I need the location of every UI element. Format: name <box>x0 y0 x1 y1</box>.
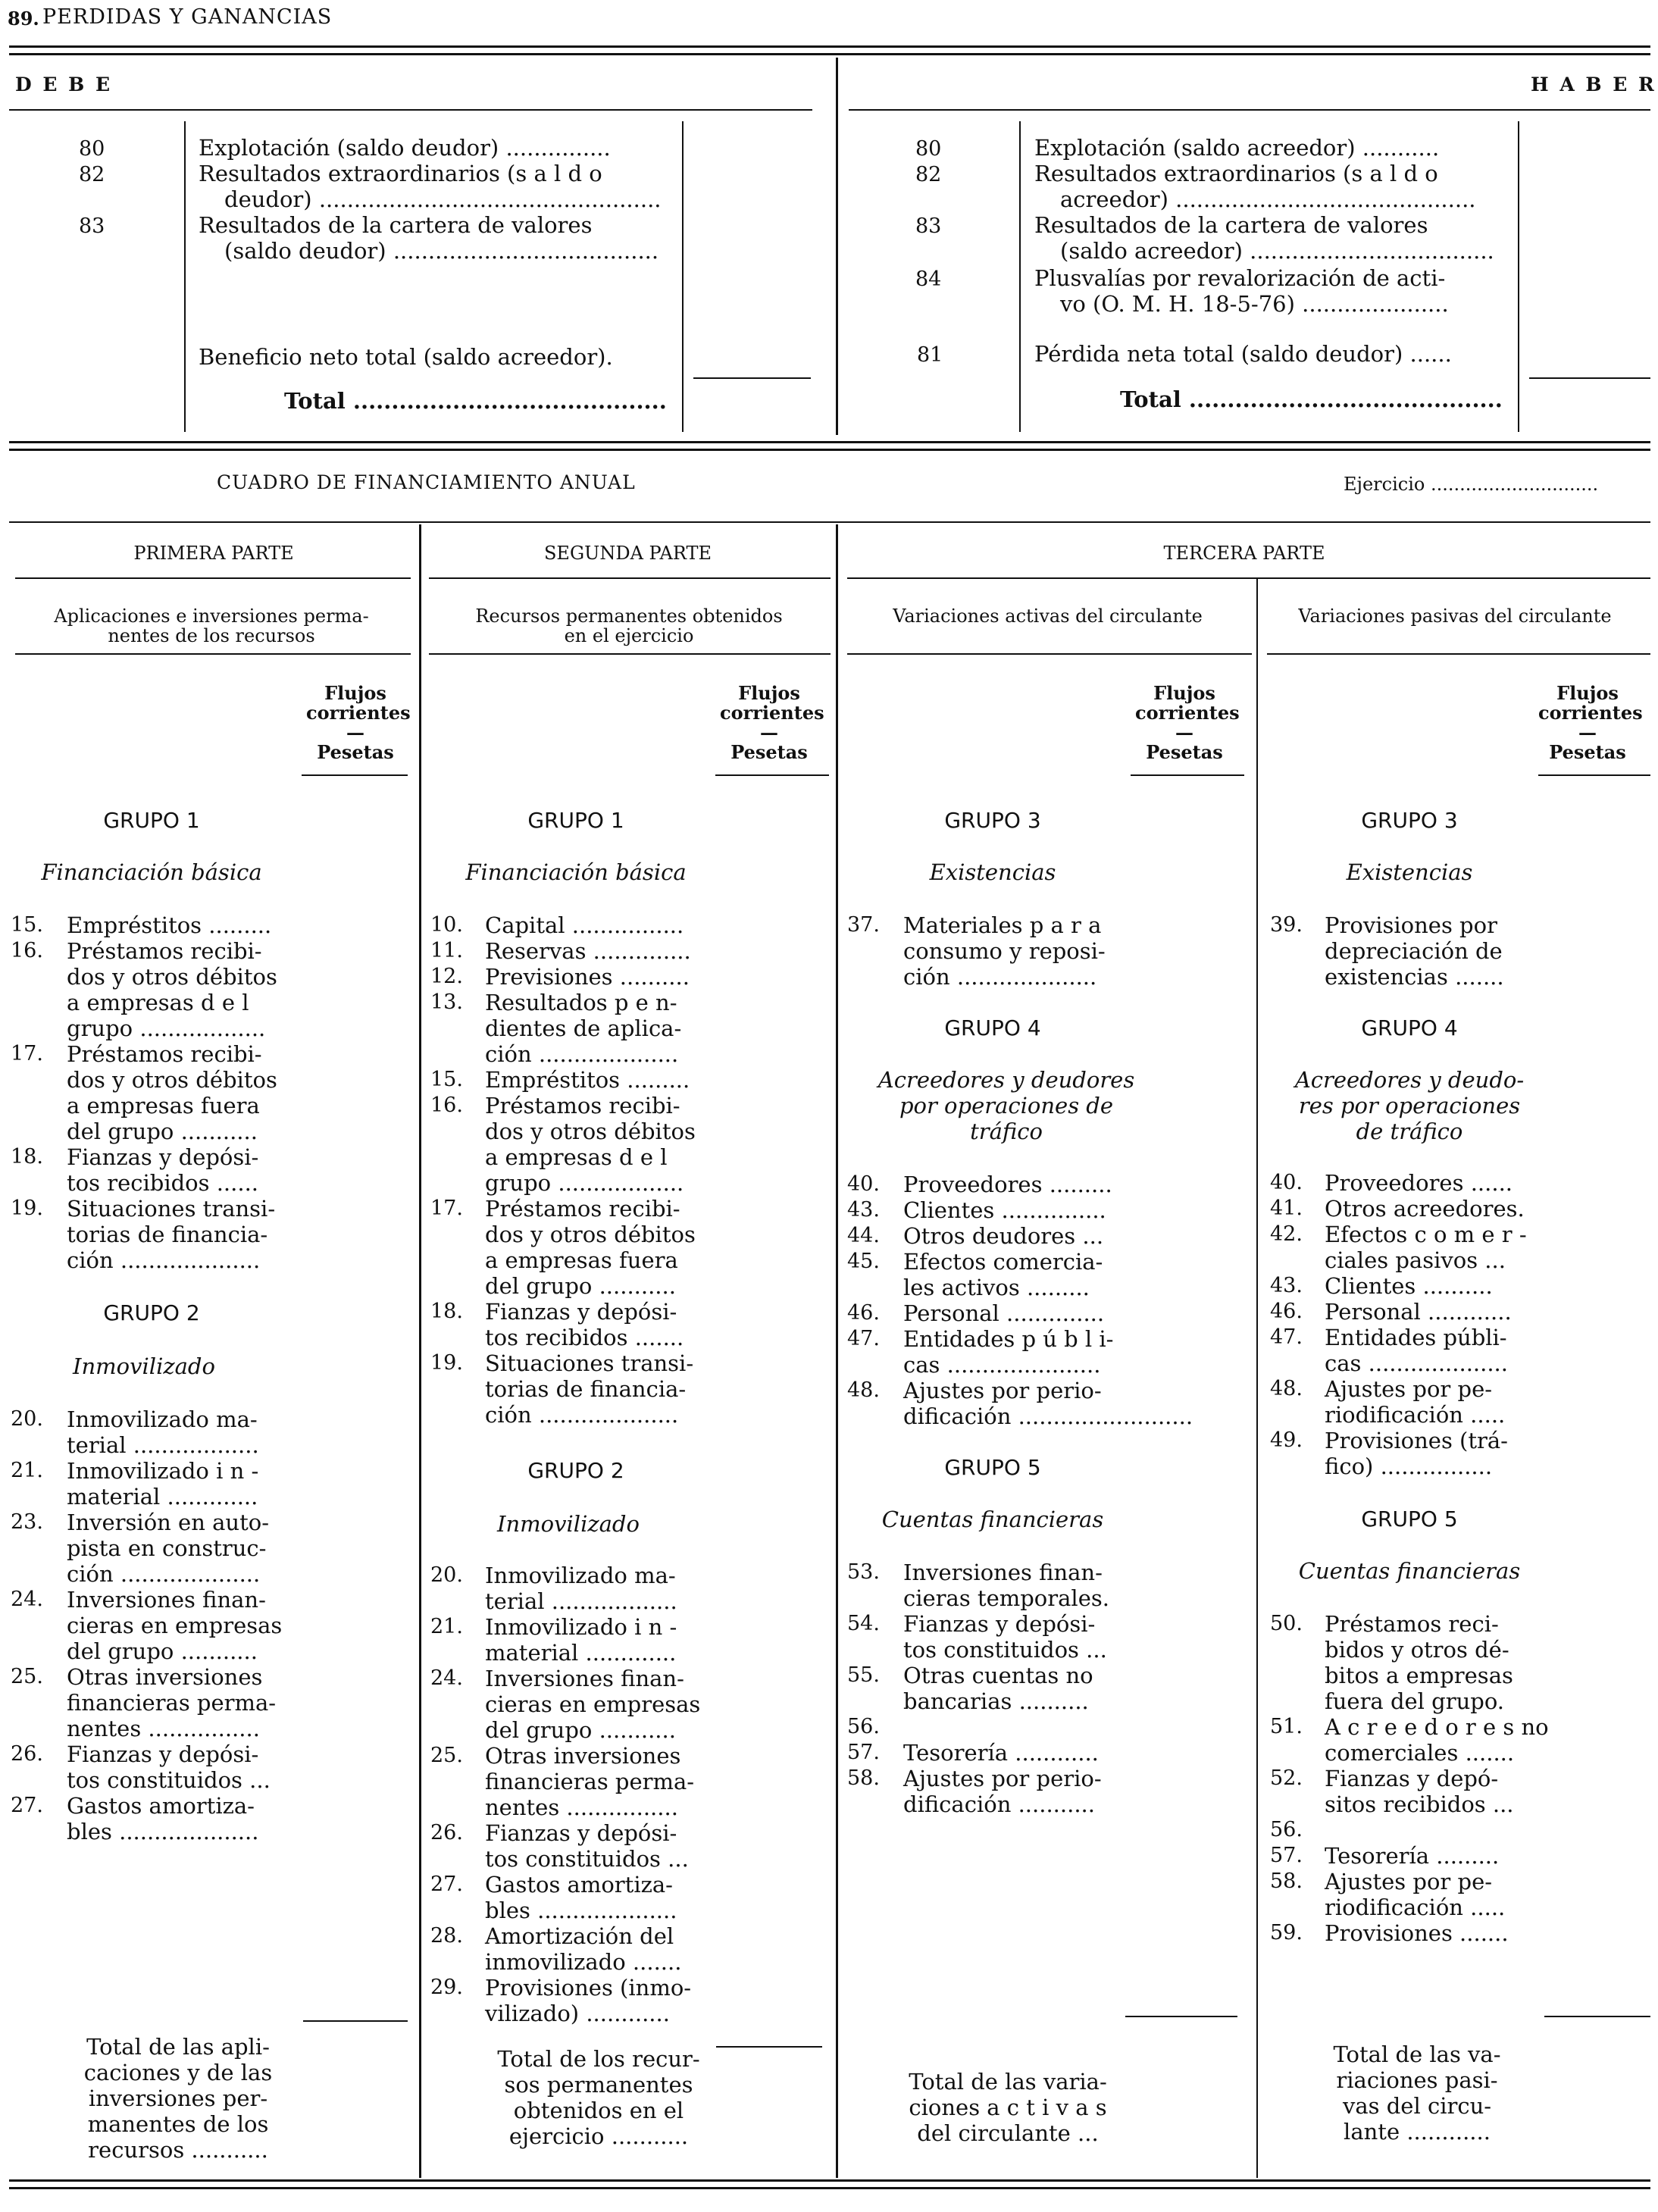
entry-code: 12. <box>430 965 463 988</box>
entry-line: Préstamos recibi- <box>67 938 262 964</box>
entry-code: 18. <box>430 1300 463 1323</box>
entry-line: tos constituidos ... <box>903 1637 1107 1663</box>
total-rule <box>716 2046 822 2048</box>
entry-line: Otras inversiones <box>485 1743 681 1769</box>
group-title: GRUPO 4 <box>944 1015 1041 1040</box>
entry-line: Provisiones (inmo- <box>485 1975 692 2001</box>
group-subtitle: Acreedores y deudores <box>877 1067 1135 1093</box>
entry-line: vilizado) ............ <box>485 2001 670 2026</box>
entry-code: 55. <box>847 1663 880 1687</box>
divider <box>429 653 831 655</box>
entry-code: 10. <box>430 913 463 937</box>
entry-line: Fianzas y depósi- <box>485 1299 677 1325</box>
entry-line: Otras cuentas no <box>903 1663 1093 1688</box>
entry-code: 16. <box>11 939 43 962</box>
total-line: lante ............ <box>1344 2119 1491 2145</box>
account-code: 80 <box>915 137 942 161</box>
entry-code: 11. <box>430 939 463 962</box>
cuadro-title: CUADRO DE FINANCIAMIENTO ANUAL <box>217 471 636 493</box>
entry-code: 46. <box>1270 1300 1303 1323</box>
entry-line: Gastos amortiza- <box>67 1793 255 1819</box>
entry-code: 16. <box>430 1093 463 1117</box>
haber-total-rule <box>1529 377 1650 379</box>
entry-code: 54. <box>847 1612 880 1635</box>
account-code: 83 <box>79 214 105 238</box>
group-subtitle: res por operaciones <box>1298 1093 1521 1119</box>
entry-line: nentes ................ <box>67 1716 260 1741</box>
entry-line: Otras inversiones <box>67 1664 263 1690</box>
divider <box>429 577 831 579</box>
part-heading-1: PRIMERA PARTE <box>133 543 294 564</box>
divider <box>9 2179 1650 2182</box>
entry-code: 27. <box>430 1873 463 1896</box>
entry-line: dientes de aplica- <box>485 1015 682 1041</box>
part-heading-3: TERCERA PARTE <box>1163 543 1325 564</box>
entry-line: Fianzas y depósi- <box>485 1820 677 1846</box>
divider <box>849 109 1650 111</box>
entry-line: dos y otros débitos <box>485 1222 696 1247</box>
entry-line: Inmovilizado ma- <box>67 1406 258 1432</box>
group-subtitle: Acreedores y deudo- <box>1294 1067 1525 1093</box>
flujos-rule <box>302 774 408 776</box>
entry-line: Inversiones finan- <box>903 1560 1103 1585</box>
center-divider <box>836 58 838 435</box>
group-subtitle: Financiación básica <box>465 859 687 885</box>
total-line: inversiones per- <box>88 2085 268 2111</box>
entry-line: Provisiones por <box>1325 912 1497 938</box>
entry-code: 42. <box>1270 1222 1303 1246</box>
entry-line: bancarias .......... <box>903 1688 1089 1714</box>
entry-line: Ajustes por pe- <box>1325 1376 1493 1402</box>
entry-line: tos constituidos ... <box>67 1767 271 1793</box>
entry-line: a empresas d e l <box>67 990 249 1015</box>
divider <box>15 577 411 579</box>
entry-code: 21. <box>11 1459 43 1482</box>
total-line: Total de las va- <box>1333 2041 1501 2067</box>
entry-line: del grupo ........... <box>67 1638 258 1664</box>
total-rule <box>1544 2016 1650 2017</box>
entry-line: dos y otros débitos <box>67 1067 277 1093</box>
account-text: Explotación (saldo acreedor) ........... <box>1034 135 1440 161</box>
entry-code: 24. <box>430 1666 463 1690</box>
group-subtitle: Existencias <box>1346 859 1473 885</box>
entry-line: financieras perma- <box>67 1690 277 1716</box>
group-title: GRUPO 5 <box>944 1455 1041 1480</box>
group-title: GRUPO 1 <box>527 808 624 833</box>
account-code: 82 <box>79 163 105 186</box>
haber-column-rule <box>1019 121 1021 432</box>
account-text: (saldo deudor) ...................................... <box>224 238 659 264</box>
entry-line: inmovilizado ....... <box>485 1949 682 1975</box>
group-subtitle: Existencias <box>929 859 1056 885</box>
haber-total: Total ......................................... <box>1120 386 1503 412</box>
entry-line: Capital ................ <box>485 912 684 938</box>
entry-line: Préstamos recibi- <box>485 1196 680 1222</box>
entry-line: Efectos c o m e r - <box>1325 1222 1527 1247</box>
group-title: GRUPO 1 <box>103 808 200 833</box>
group-title: GRUPO 3 <box>944 808 1041 833</box>
entry-line: grupo .................. <box>485 1170 684 1196</box>
account-text: deudor) ................................................. <box>224 186 662 212</box>
entry-line: Préstamos recibi- <box>67 1041 262 1067</box>
entry-code: 29. <box>430 1976 463 1999</box>
account-text: vo (O. M. H. 18-5-76) ..................... <box>1060 291 1449 317</box>
total-line: caciones y de las <box>83 2060 273 2085</box>
entry-code: 40. <box>1270 1171 1303 1194</box>
entry-line: bitos a empresas <box>1325 1663 1513 1688</box>
entry-line: ción .................... <box>67 1561 261 1587</box>
entry-line: dificación ........... <box>903 1791 1095 1817</box>
entry-line: Tesorería ......... <box>1325 1843 1500 1869</box>
entry-code: 24. <box>11 1588 43 1611</box>
debe-total: Total ......................................... <box>284 388 667 414</box>
column-divider <box>836 524 838 2178</box>
entry-code: 25. <box>11 1665 43 1688</box>
part-heading-2: SEGUNDA PARTE <box>543 543 712 564</box>
entry-code: 49. <box>1270 1428 1303 1452</box>
group-subtitle: tráfico <box>970 1119 1043 1144</box>
entry-line: Provisiones ....... <box>1325 1920 1509 1946</box>
entry-line: cas ...................... <box>903 1352 1101 1378</box>
entry-code: 57. <box>847 1741 880 1764</box>
total-line: riaciones pasi- <box>1336 2067 1498 2093</box>
entry-line: tos constituidos ... <box>485 1846 689 1872</box>
entry-code: 46. <box>847 1301 880 1325</box>
divider <box>9 2187 1650 2189</box>
total-line: Total de los recur- <box>497 2046 700 2072</box>
account-text: acreedor) ........................................... <box>1060 186 1476 212</box>
entry-line: torias de financia- <box>67 1222 268 1247</box>
entry-line: del grupo ........... <box>485 1717 676 1743</box>
account-text: Resultados extraordinarios (s a l d o <box>199 161 602 186</box>
entry-code: 40. <box>847 1172 880 1196</box>
entry-code: 48. <box>847 1378 880 1402</box>
total-line: ciones a c t i v a s <box>909 2095 1107 2120</box>
entry-code: 37. <box>847 913 880 937</box>
entry-line: bles .................... <box>485 1898 677 1923</box>
entry-line: a empresas fuera <box>67 1093 260 1119</box>
entry-line: fico) ................ <box>1325 1453 1493 1479</box>
debe-beneficio: Beneficio neto total (saldo acreedor). <box>199 344 613 370</box>
group-subtitle: Inmovilizado <box>73 1353 215 1379</box>
account-code: 80 <box>79 137 105 161</box>
entry-code: 20. <box>430 1563 463 1587</box>
entry-line: Personal .............. <box>903 1300 1105 1326</box>
group-title: GRUPO 4 <box>1361 1015 1458 1040</box>
divider <box>15 653 411 655</box>
debe-column-rule <box>682 121 684 432</box>
entry-line: Otros deudores ... <box>903 1223 1104 1249</box>
entry-line: Inmovilizado i n - <box>67 1458 259 1484</box>
page-title: PERDIDAS Y GANANCIAS <box>42 5 333 29</box>
divider <box>9 441 1650 443</box>
entry-line: cieras en empresas <box>67 1613 283 1638</box>
account-text: Resultados extraordinarios (s a l d o <box>1034 161 1438 186</box>
total-line: del circulante ... <box>917 2120 1099 2146</box>
entry-line: a empresas d e l <box>485 1144 668 1170</box>
entry-line: del grupo ........... <box>67 1119 258 1144</box>
entry-line: A c r e e d o r e s no <box>1325 1714 1549 1740</box>
entry-line: Ajustes por perio- <box>903 1378 1102 1403</box>
entry-line: Gastos amortiza- <box>485 1872 673 1898</box>
flujos-header-2: Flujos corrientes — Pesetas <box>720 682 824 763</box>
entry-line: Previsiones .......... <box>485 964 690 990</box>
entry-code: 27. <box>11 1794 43 1817</box>
entry-code: 28. <box>430 1924 463 1948</box>
entry-line: Fianzas y depósi- <box>903 1611 1096 1637</box>
account-text: Resultados de la cartera de valores <box>1034 212 1428 238</box>
entry-line: Préstamos recibi- <box>485 1093 680 1119</box>
entry-code: 51. <box>1270 1715 1303 1738</box>
entry-line: ción .................... <box>485 1402 679 1428</box>
page-number: 89. <box>8 8 39 30</box>
entry-line: Fianzas y depó- <box>1325 1766 1499 1791</box>
entry-line: Ajustes por perio- <box>903 1766 1102 1791</box>
divider <box>847 577 1650 579</box>
entry-line: financieras perma- <box>485 1769 695 1794</box>
entry-line: Amortización del <box>485 1923 674 1949</box>
total-line: sos permanentes <box>504 2072 693 2098</box>
entry-line: depreciación de <box>1325 938 1503 964</box>
entry-code: 56. <box>847 1715 880 1738</box>
entry-line: Empréstitos ......... <box>67 912 272 938</box>
entry-code: 17. <box>11 1042 43 1065</box>
entry-line: del grupo ........... <box>485 1273 676 1299</box>
account-text: Explotación (saldo deudor) ............... <box>199 135 611 161</box>
entry-line: riodificación ..... <box>1325 1894 1506 1920</box>
entry-line: Clientes .......... <box>1325 1273 1493 1299</box>
entry-line: Empréstitos ......... <box>485 1067 690 1093</box>
group-title: GRUPO 3 <box>1361 808 1458 833</box>
account-code: 82 <box>915 163 942 186</box>
entry-line: pista en construc- <box>67 1535 267 1561</box>
entry-line: Otros acreedores. <box>1325 1196 1525 1222</box>
account-text: Resultados de la cartera de valores <box>199 212 593 238</box>
entry-line: riodificación ..... <box>1325 1402 1506 1428</box>
entry-line: comerciales ....... <box>1325 1740 1515 1766</box>
entry-line: Tesorería ............ <box>903 1740 1099 1766</box>
entry-line: material ............. <box>485 1640 677 1666</box>
entry-code: 43. <box>1270 1274 1303 1297</box>
entry-line: dos y otros débitos <box>485 1119 696 1144</box>
entry-code: 15. <box>11 913 43 937</box>
group-title: GRUPO 2 <box>527 1458 624 1483</box>
entry-line: Entidades p ú b l i- <box>903 1326 1114 1352</box>
entry-line: les activos ......... <box>903 1275 1090 1300</box>
entry-line: Fianzas y depósi- <box>67 1741 259 1767</box>
entry-line: Resultados p e n- <box>485 990 677 1015</box>
entry-line: Situaciones transi- <box>67 1196 276 1222</box>
entry-code: 26. <box>430 1821 463 1844</box>
entry-line: cieras temporales. <box>903 1585 1109 1611</box>
flujos-rule <box>1538 774 1650 776</box>
entry-code: 15. <box>430 1068 463 1091</box>
entry-code: 50. <box>1270 1612 1303 1635</box>
entry-code: 52. <box>1270 1766 1303 1790</box>
total-line: Total de las varia- <box>909 2069 1107 2095</box>
entry-line: Inmovilizado ma- <box>485 1563 676 1588</box>
entry-code: 57. <box>1270 1844 1303 1867</box>
entry-code: 47. <box>1270 1325 1303 1349</box>
entry-code: 58. <box>1270 1869 1303 1893</box>
entry-code: 47. <box>847 1327 880 1350</box>
total-rule <box>1125 2016 1237 2017</box>
column-divider <box>419 524 421 2178</box>
entry-line: Ajustes por pe- <box>1325 1869 1493 1894</box>
divider <box>1267 653 1650 655</box>
entry-code: 41. <box>1270 1197 1303 1220</box>
divider <box>847 653 1252 655</box>
col-header-4: Variaciones pasivas del circulante <box>1298 605 1612 627</box>
total-line: manentes de los <box>87 2111 269 2137</box>
account-text: (saldo acreedor) ................................... <box>1060 238 1494 264</box>
entry-code: 23. <box>11 1510 43 1534</box>
flujos-header-4: Flujos corrientes — Pesetas <box>1538 682 1643 763</box>
haber-perdida: Pérdida neta total (saldo deudor) ...... <box>1034 341 1452 367</box>
debe-column-rule <box>184 121 186 432</box>
group-subtitle: Financiación básica <box>41 859 262 885</box>
entry-line: Efectos comercia- <box>903 1249 1103 1275</box>
entry-code: 56. <box>1270 1818 1303 1841</box>
entry-code: 39. <box>1270 913 1303 937</box>
col-header-2: Recursos permanentes obtenidos en el ejercicio <box>475 605 783 646</box>
debe-label: D E B E <box>15 74 113 95</box>
entry-line: bles .................... <box>67 1819 259 1844</box>
group-title: GRUPO 5 <box>1361 1506 1458 1532</box>
entry-line: Fianzas y depósi- <box>67 1144 259 1170</box>
group-subtitle: Cuentas financieras <box>881 1506 1104 1532</box>
entry-line: Materiales p a r a <box>903 912 1102 938</box>
col-header-3: Variaciones activas del circulante <box>893 605 1203 627</box>
account-text: Plusvalías por revalorización de acti- <box>1034 265 1446 291</box>
total-line: vas del circu- <box>1342 2093 1492 2119</box>
haber-perdida-code: 81 <box>917 343 943 367</box>
entry-line: consumo y reposi- <box>903 938 1106 964</box>
entry-line: cieras en empresas <box>485 1691 701 1717</box>
group-title: GRUPO 2 <box>103 1300 200 1325</box>
entry-line: Proveedores ......... <box>903 1172 1112 1197</box>
entry-line: Situaciones transi- <box>485 1350 694 1376</box>
entry-line: existencias ....... <box>1325 964 1504 990</box>
entry-line: tos recibidos ....... <box>485 1325 684 1350</box>
entry-line: ción .................... <box>485 1041 679 1067</box>
debe-total-rule <box>693 377 811 379</box>
entry-code: 13. <box>430 990 463 1014</box>
divider <box>9 521 1650 523</box>
entry-line: ción .................... <box>903 964 1097 990</box>
ejercicio-label: Ejercicio ............................. <box>1344 474 1599 495</box>
entry-line: tos recibidos ...... <box>67 1170 259 1196</box>
entry-line: Provisiones (trá- <box>1325 1428 1508 1453</box>
entry-line: Personal ............ <box>1325 1299 1512 1325</box>
entry-code: 17. <box>430 1197 463 1220</box>
total-rule <box>303 2020 408 2022</box>
entry-code: 58. <box>847 1766 880 1790</box>
entry-line: Clientes ............... <box>903 1197 1106 1223</box>
column-divider <box>1256 577 1258 2178</box>
entry-line: Entidades públi- <box>1325 1325 1507 1350</box>
entry-line: grupo .................. <box>67 1015 266 1041</box>
divider <box>9 109 812 111</box>
flujos-rule <box>1131 774 1244 776</box>
entry-code: 53. <box>847 1560 880 1584</box>
group-subtitle: Inmovilizado <box>497 1511 640 1537</box>
entry-code: 48. <box>1270 1377 1303 1400</box>
flujos-rule <box>715 774 829 776</box>
entry-line: dos y otros débitos <box>67 964 277 990</box>
entry-line: bidos y otros dé- <box>1325 1637 1509 1663</box>
entry-line: dificación ......................... <box>903 1403 1193 1429</box>
flujos-header-1: Flujos corrientes — Pesetas <box>306 682 411 763</box>
flujos-header-3: Flujos corrientes — Pesetas <box>1135 682 1240 763</box>
haber-label: H A B E R <box>1531 74 1656 95</box>
group-subtitle: de tráfico <box>1356 1119 1463 1144</box>
entry-line: terial .................. <box>67 1432 259 1458</box>
entry-code: 45. <box>847 1250 880 1273</box>
total-line: recursos ........... <box>88 2137 268 2163</box>
entry-line: Inmovilizado i n - <box>485 1614 677 1640</box>
entry-code: 25. <box>430 1744 463 1767</box>
total-line: ejercicio ........... <box>508 2123 689 2149</box>
entry-line: Inversiones finan- <box>485 1666 684 1691</box>
entry-line: Inversión en auto- <box>67 1510 269 1535</box>
entry-code: 20. <box>11 1407 43 1431</box>
entry-line: Proveedores ...... <box>1325 1170 1513 1196</box>
divider <box>9 45 1650 48</box>
entry-line: nentes ................ <box>485 1794 678 1820</box>
divider <box>9 449 1650 451</box>
entry-line: ciales pasivos ... <box>1325 1247 1506 1273</box>
entry-code: 18. <box>11 1145 43 1169</box>
total-line: obtenidos en el <box>513 2098 684 2123</box>
haber-column-rule <box>1518 121 1519 432</box>
entry-line: Reservas .............. <box>485 938 691 964</box>
entry-line: sitos recibidos ... <box>1325 1791 1514 1817</box>
col-header-1: Aplicaciones e inversiones perma- nentes de los recursos <box>54 605 369 646</box>
divider <box>9 53 1650 55</box>
entry-line: Préstamos reci- <box>1325 1611 1499 1637</box>
entry-line: terial .................. <box>485 1588 677 1614</box>
entry-code: 19. <box>430 1351 463 1375</box>
entry-line: material ............. <box>67 1484 258 1510</box>
entry-code: 21. <box>430 1615 463 1638</box>
group-subtitle: Cuentas financieras <box>1298 1558 1521 1584</box>
entry-code: 26. <box>11 1742 43 1766</box>
entry-line: fuera del grupo. <box>1325 1688 1504 1714</box>
account-code: 83 <box>915 214 942 238</box>
entry-line: Inversiones finan- <box>67 1587 266 1613</box>
group-subtitle: por operaciones de <box>899 1093 1114 1119</box>
account-code: 84 <box>915 268 942 291</box>
entry-code: 19. <box>11 1197 43 1220</box>
entry-code: 43. <box>847 1198 880 1222</box>
total-line: Total de las apli- <box>86 2034 270 2060</box>
entry-line: torias de financia- <box>485 1376 687 1402</box>
entry-line: ción .................... <box>67 1247 261 1273</box>
entry-line: cas .................... <box>1325 1350 1508 1376</box>
entry-line: a empresas fuera <box>485 1247 678 1273</box>
entry-code: 44. <box>847 1224 880 1247</box>
entry-code: 59. <box>1270 1921 1303 1944</box>
